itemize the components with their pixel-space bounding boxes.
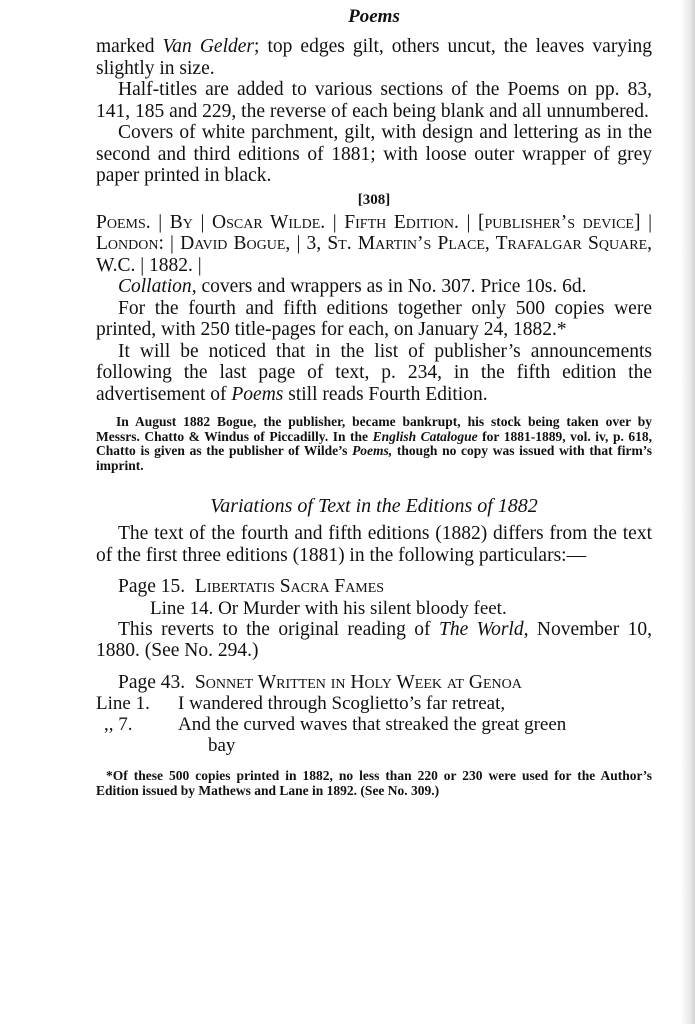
paragraph-print-run: For the fourth and fifth editions together only 500 copies were printed, with 250 title-pages for each, on January 24, 1882.* [96, 297, 652, 340]
italic-term: Van Gelder [162, 36, 254, 57]
italic-term: English Catalogue [372, 428, 478, 444]
paragraph-text: ; top edges gilt, others uncut, the leaves varying slightly in size. [96, 36, 652, 79]
variant-line-7 [96, 714, 652, 735]
paragraph-text: , covers and wrappers as in No. 307. Price 10s. 6d. [191, 276, 587, 297]
paragraph-text: marked [96, 36, 163, 57]
note-text: for 1881-1889, vol. iv, p. 618, Chatto is given as the publisher of Wilde’s [96, 428, 652, 458]
book-page [96, 0, 652, 798]
page-ref: Page 15. [118, 576, 186, 597]
paragraph-collation [96, 276, 652, 298]
italic-term: Poems [231, 383, 284, 405]
variant-page-15 [96, 576, 652, 598]
poem-title: Sonnet Written in Holy Week at Genoa [194, 671, 522, 693]
paragraph-half-titles: Half-titles are added to various sections of the Poems on pp. 83, 141, 185 and 229, the reverse of each being blank and all unnumbered. [96, 79, 652, 122]
line-text: I wandered through Scoglietto’s far retreat, [178, 693, 506, 714]
line-text: And the curved waves that streaked the great green [178, 714, 567, 735]
note-bankruptcy [96, 415, 652, 473]
running-head: Poems [348, 6, 400, 27]
page-ref: Page 43. [118, 671, 186, 693]
paragraph-differences: The text of the fourth and fifth editions (1882) differs from the text of the first three editions (1881) in the following particulars:— [96, 523, 652, 566]
paragraph-reverts [96, 619, 652, 662]
entry-number: [308] [357, 191, 391, 208]
variant-line-14: Line 14. Or Murder with his silent bloody feet. [150, 597, 507, 619]
section-heading: Variations of Text in the Editions of 1882 [210, 495, 538, 517]
paragraph-covers: Covers of white parchment, gilt, with design and lettering as in the second and third editions of 1881; with loose outer wrapper of grey paper printed in black. [96, 122, 652, 186]
italic-term: Poems, [352, 443, 393, 458]
note-text: though no copy was issued with that firm’s imprint. [96, 443, 652, 473]
paragraph-text: November 10, 1880. (See No. 294.) [96, 618, 652, 661]
variant-line-1 [96, 693, 652, 714]
scan-edge-shadow [681, 0, 695, 1024]
variant-line-7-continuation: bay [208, 735, 236, 756]
italic-term: The World, [438, 618, 529, 640]
title-page-transcription: Poems. | By | Oscar Wilde. | Fifth Edition. | [publisher’s device] | London: | David Bogue, | 3, St. Martin’s Place, Trafalgar Square, W.C. | 1882. | [96, 211, 652, 276]
variant-page-43 [96, 672, 652, 694]
poem-title: Libertatis Sacra Fames [194, 576, 385, 597]
line-label: ,, 7. [104, 714, 133, 735]
paragraph-text: still reads Fourth Edition. [283, 383, 488, 405]
paragraph-text: It will be noticed that in the list of publisher’s announcements following the last page of text, p. 234, in the fifth edition the advertisement of [96, 340, 652, 405]
paragraph-binding [96, 36, 652, 79]
footnote: *Of these 500 copies printed in 1882, no less than 220 or 230 were used for the Author’s Edition issued by Mathews and Lane in 1892. (See No. 309.) [96, 768, 652, 798]
paragraph-text: This reverts to the original reading of [118, 618, 439, 640]
paragraph-announcements [96, 341, 652, 406]
line-label: Line 1. [96, 693, 150, 714]
note-text: In August 1882 Bogue, the publisher, became bankrupt, his stock being taken over by Messrs. Chatto & Windus of Piccadilly. In the [96, 414, 652, 444]
collation-label: Collation [118, 276, 192, 297]
